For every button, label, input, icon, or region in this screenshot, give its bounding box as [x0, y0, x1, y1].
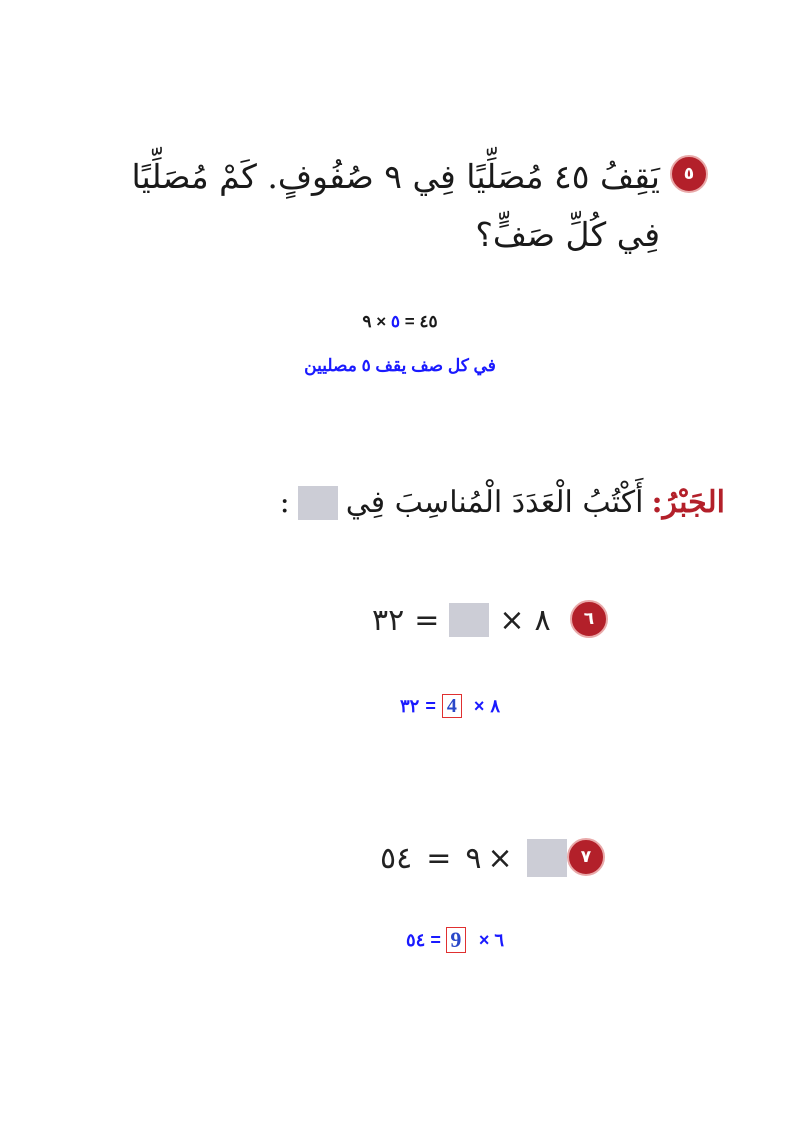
- equals-sign: =: [414, 602, 440, 638]
- problem-6-number-badge: [570, 600, 608, 638]
- equals-sign: =: [426, 840, 452, 876]
- algebra-colon: :: [279, 485, 290, 520]
- product-value: ٤٥: [419, 312, 438, 331]
- blank-box-icon: [298, 486, 338, 520]
- factor-value: ٩: [465, 840, 482, 876]
- problem-6-equation: [372, 600, 551, 640]
- problem-5-question: [100, 148, 660, 264]
- product-value: ٣٢: [400, 695, 420, 716]
- problem-7-number: ٧: [580, 847, 592, 867]
- times-sign: ×: [478, 929, 490, 950]
- times-sign: ×: [487, 840, 513, 876]
- equals-sign: =: [430, 929, 441, 950]
- problem-6-number: ٦: [583, 609, 595, 629]
- product-value: ٥٤: [406, 929, 426, 950]
- problem-7-number-badge: [567, 838, 605, 876]
- algebra-instruction: أَكْتُبُ الْعَدَدَ الْمُناسِبَ فِي: [345, 485, 644, 520]
- problem-6-answer: [400, 694, 500, 718]
- problem-5-answer-equation: [340, 312, 460, 332]
- answer-value: ٥: [390, 312, 400, 331]
- factor-times: [465, 841, 512, 876]
- answer-value-box: 4: [442, 694, 462, 718]
- product-value: ٥٤: [380, 840, 413, 876]
- factor-value: ٨: [534, 602, 551, 638]
- equals-sign: =: [425, 695, 436, 716]
- times-sign: ×: [499, 602, 525, 638]
- factor-value: ٨: [490, 695, 501, 716]
- problem-5-line-2: فِي كُلِّ صَفٍّ؟: [475, 215, 660, 254]
- problem-7-equation: [380, 838, 567, 878]
- times-sign: ×: [376, 312, 387, 331]
- problem-5-number-badge: [670, 155, 708, 193]
- times-sign: ×: [473, 695, 485, 716]
- equals-sign: =: [404, 312, 415, 331]
- answer-blank[interactable]: [527, 839, 567, 877]
- problem-5-number: ٥: [683, 164, 695, 184]
- problem-5-line-1: يَقِفُ ٤٥ مُصَلِّيًا فِي ٩ صُفُوفٍ. كَمْ مُصَلِّيًا: [131, 157, 660, 196]
- problem-5-answer-sentence: في كل صف يقف ٥ مصليين: [304, 356, 496, 375]
- factor-value: ٦: [494, 929, 505, 950]
- algebra-header: [280, 485, 725, 520]
- algebra-label: الجَبْرُ:: [651, 485, 725, 520]
- product-value: ٣٢: [372, 602, 405, 638]
- answer-blank[interactable]: [449, 603, 489, 637]
- answer-value-box: 9: [446, 927, 466, 953]
- problem-7-answer: [406, 927, 504, 953]
- factor-value: ٩: [362, 312, 372, 331]
